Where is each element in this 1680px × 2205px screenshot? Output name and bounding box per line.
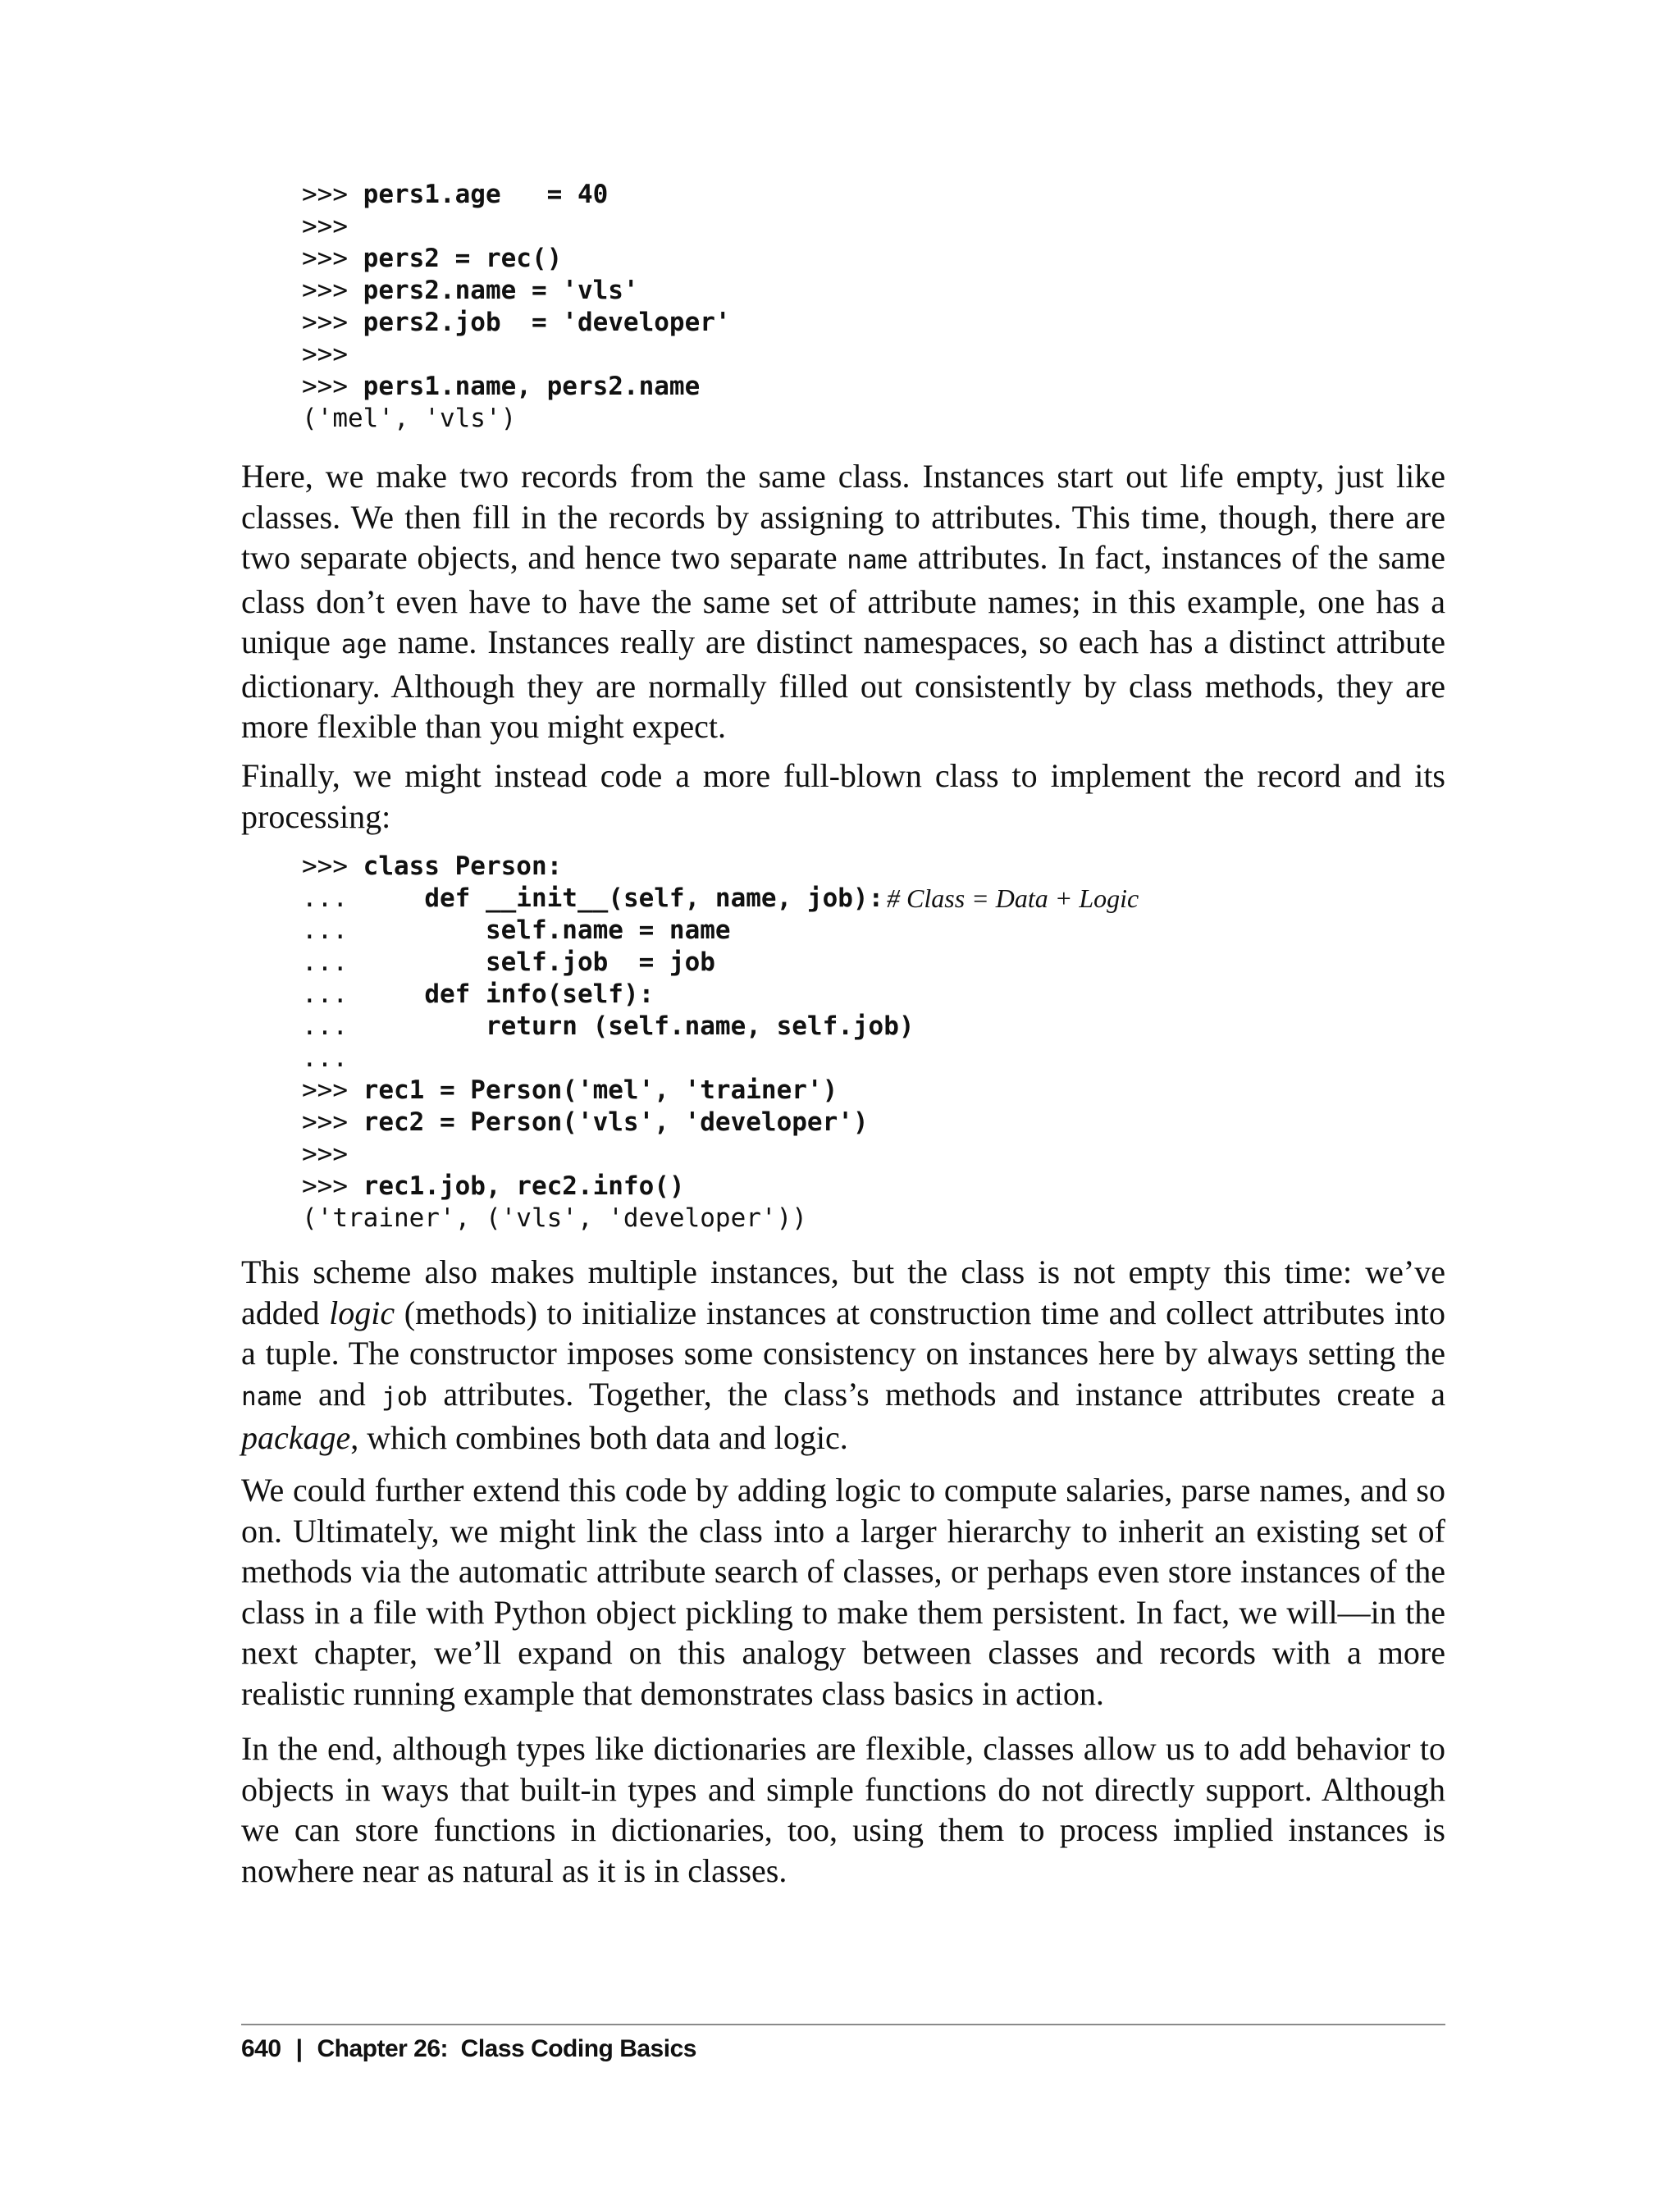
code-line: ... def info(self): [302,979,655,1009]
code-line: >>> rec2 = Person('vls', 'developer') [302,1107,869,1137]
inline-code: job [381,1381,428,1412]
chapter-title: Chapter 26: Class Coding Basics [317,2035,696,2062]
body-paragraph: Here, we make two records from the same class. Instances start out life empty, just like classes. We then fill in the records by assigning to attributes. This time, though, there are two separate objects, and hence two separate name attributes. In fact, instances of the same class don’t even have to have the same set of attribute names; in this example, one has a unique age name. Instances really are distinct namespaces, so each has a distinct attribute dictionary. Although they are normally filled out consistently by class methods, they are more flexible than you might expect. [241,458,1445,745]
body-paragraph: Finally, we might instead code a more full-blown class to implement the record and its processing: [241,757,1445,835]
code-line: >>> [302,340,348,369]
body-paragraph: In the end, although types like dictionaries are flexible, classes allow us to add behavior to objects in ways that built-in types and simple functions do not directly support. Although we can store functions in dictionaries, too, using them to process implied instances is nowhere near as natural as it is in classes. [241,1730,1445,1889]
inline-code: name [241,1381,303,1412]
code-line: >>> rec1.job, rec2.info() [302,1171,685,1201]
code-output-line: ('mel', 'vls') [302,404,517,433]
code-line: >>> class Person: [302,851,563,881]
code-line: ... return (self.name, self.job) [302,1011,915,1041]
code-line: ... self.job = job [302,947,715,977]
emphasis: package [241,1419,351,1456]
code-block-2 [302,851,1450,1235]
page-footer [241,2035,696,2063]
code-line: >>> rec1 = Person('mel', 'trainer') [302,1075,838,1105]
inline-code: age [340,630,387,660]
code-line: ... self.name = name [302,915,731,945]
code-line: >>> pers1.age = 40 [302,180,609,209]
code-output-line: ('trainer', ('vls', 'developer')) [302,1203,807,1233]
body-paragraph: This scheme also makes multiple instances, but the class is not empty this time: we’ve added logic (methods) to initialize instances at construction time and collect attributes into a tuple. The constructor imposes some consistency on instances here by always setting the name and job attributes. Together, the class’s methods and instance attributes create a package, which combines both data and logic. [241,1253,1445,1456]
code-comment: # Class = Data + Logic [887,883,1139,913]
inline-code: name [847,546,908,575]
code-line: ... [302,1043,348,1073]
code-line: ... def __init__(self, name, job): # Class = Data + Logic [302,883,1139,913]
code-line: >>> pers2.job = 'developer' [302,308,731,337]
code-line: >>> pers2 = rec() [302,244,563,273]
code-line: >>> [302,1139,348,1169]
emphasis: logic [329,1294,395,1331]
page-number: 640 [241,2035,281,2062]
code-line: >>> [302,212,348,241]
code-line: >>> pers1.name, pers2.name [302,372,701,401]
body-paragraph: We could further extend this code by adding logic to compute salaries, parse names, and so on. Ultimately, we might link the class into a larger hierarchy to inherit an existing set of methods via the automatic attribute search of classes, or perhaps even store instances of the class in a file with Python object pickling to make them persistent. In fact, we will—in the next chapter, we’ll expand on this analogy between classes and records with a more realistic running example that demonstrates class basics in action. [241,1472,1445,1712]
footer-rule [241,2024,1445,2025]
code-block-1 [302,179,1450,435]
code-line: >>> pers2.name = 'vls' [302,276,639,305]
footer-separator: | [295,2035,303,2062]
